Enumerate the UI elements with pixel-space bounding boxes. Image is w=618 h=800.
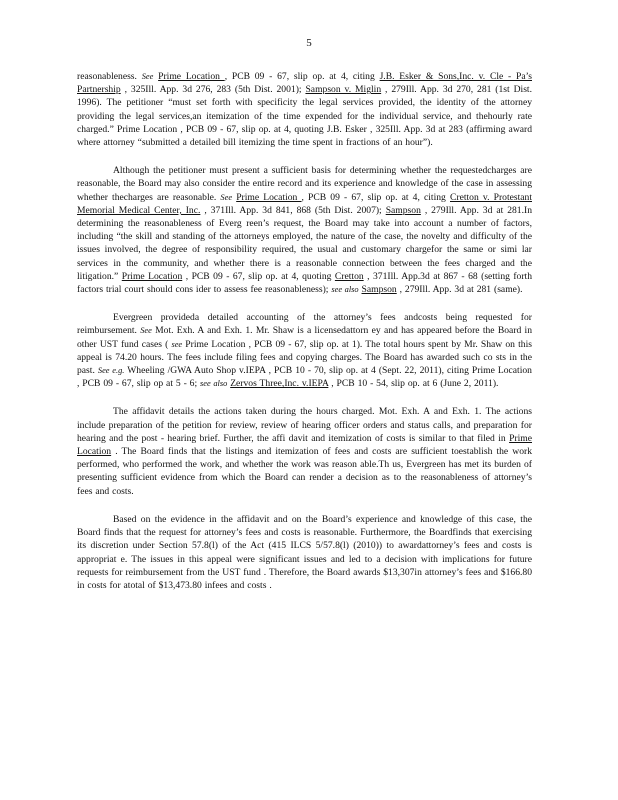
paragraph-affidavit bbox=[77, 405, 532, 497]
case-citation: Sampson bbox=[385, 204, 421, 216]
text-run: , 371Ill. App.3d at 867 - 68 (setting forth factors trial court should cons ider to assess fee reasonableness); bbox=[77, 270, 533, 296]
case-citation: J.B. Esker & Sons,Inc. v. Cle - Pa’s Partnership bbox=[77, 71, 532, 96]
signal-word: See bbox=[220, 192, 233, 202]
text-run: . The Board finds that the listings and itemization of fees and costs are sufficient toestablish the work performed, who performed the work, and whether the work was reason able.Th us, Evergreen has met its burden of presenting sufficient evidence from which the Board can render a decision as to the reasonableness of attorney’s fees and costs. bbox=[77, 446, 532, 497]
case-citation: Prime Location bbox=[77, 432, 532, 458]
case-citation: Sampson v. Miglin bbox=[305, 84, 382, 96]
signal-word: See bbox=[140, 326, 152, 336]
signal-word: see also bbox=[200, 379, 228, 389]
signal-word: See e.g. bbox=[97, 366, 125, 376]
text-run: , 279Ill. App. 3d at 281.In determining the reasonableness of Everg reen’s request, the Board may take into account a number of factors, including “the skill and standing of the attorneys employed, the nature of the case, the novelty and difficulty of the issues involved, the degree of responsibility required, the usual and customary chargefor the same or simi lar services in the community, and whether there is a reasonable connection between the fees charged and the litigation.” bbox=[77, 204, 532, 282]
text-run: Evergreen provideda detailed accounting of the attorney’s fees andcosts being requested for reimbursement. bbox=[77, 312, 532, 337]
text-run: , PCB 09 - 67, slip op. at 4, citing bbox=[301, 191, 450, 203]
case-citation: Cretton bbox=[334, 270, 364, 282]
text-run: Mot. Exh. A and Exh. 1. Mr. Shaw is a licensedattorn ey and has appeared before the Board in other UST fund cases ( bbox=[77, 325, 533, 350]
text-run: Wheeling /GWA Auto Shop v.IEPA , PCB 10 - 70, slip op. at 4 (Sept. 22, 2011), citing Prime Location , PCB 09 - 67, slip op at 5 - 6; bbox=[77, 365, 532, 390]
paragraph-citations bbox=[77, 70, 532, 149]
paragraph-evergreen-accounting bbox=[77, 311, 532, 390]
text-run: , 325Ill. App. 3d 276, 283 (5th Dist. 2001); bbox=[120, 84, 306, 96]
page-number: 5 bbox=[306, 37, 312, 49]
text-run: , PCB 09 - 67, slip op. at 4, quoting bbox=[182, 270, 335, 282]
case-citation: Prime Location bbox=[121, 270, 183, 282]
paragraph-reasonableness-factors bbox=[77, 164, 532, 296]
text-run: , PCB 09 - 67, slip op. at 4, citing bbox=[224, 71, 380, 82]
text-run: Prime Location , PCB 09 - 67, slip op. at 1). The total hours spent by Mr. Shaw on this appeal is 74.20 hours. The fees include filing fees and copying charges. The Board has awarded such co sts in the past. bbox=[77, 338, 532, 377]
signal-word: See bbox=[141, 72, 154, 81]
text-run: , 279Ill. App. 3d 270, 281 (1st Dist. 1996). The petitioner “must set forth with specificity the legal services provided, the identity of the attorney providing the legal services,an itemization of the time expended for the individual service, and thehourly rate charged.” Prime Location , PCB 09 - 67, slip op. at 4, quoting J.B. Esker , 325Ill. App. 3d at 283 (affirming award where attorney “submitted a detailed bill itemizing the time spent in fractions of an hour”). bbox=[77, 84, 532, 149]
case-citation: Prime Location bbox=[158, 71, 225, 82]
text-run: Although the petitioner must present a sufficient basis for determining whether the requestedcharges are reasonable, the Board may also consider the entire record and its experience and knowledge of the case in assessing whether thecharges are reasonable. bbox=[77, 165, 532, 203]
document-body bbox=[77, 70, 532, 607]
paragraph-award bbox=[77, 513, 532, 592]
case-citation: Sampson bbox=[361, 284, 397, 296]
text-run: Based on the evidence in the affidavit and on the Board’s experience and knowledge of this case, the Board finds that the request for attorney’s fees and costs is reasonable. Furthermore, the Boardfinds that exercising its discretion under Section 57.8(l) of the Act (415 ILCS 5/57.8(l) (2010)) to awardattorney’s fees and costs is appropriat e. The issues in this appeal were significant issues and led to a decision with implications for future requests for reimbursement from the UST fund . Therefore, the Board awards $13,307in attorney’s fees and $166.80 in costs for atotal of $13,473.80 infees and costs . bbox=[77, 513, 532, 591]
text-run: The affidavit details the actions taken during the hours charged. Mot. Exh. A and Exh. 1. The actions include preparation of the petition for review, review of hearing officer orders and status calls, and preparation for hearing and the post - hearing brief. Further, the affi davit and itemization of costs is similar to that filed in bbox=[77, 406, 532, 444]
case-citation: Cretton v. Protestant Memorial Medical Center, Inc. bbox=[77, 191, 532, 216]
text-run: , PCB 10 - 54, slip op. at 6 (June 2, 2011). bbox=[328, 378, 499, 390]
case-citation: Zervos Three,Inc. v.IEPA bbox=[230, 378, 329, 390]
text-run: , 279Ill. App. 3d at 281 (same). bbox=[396, 284, 523, 296]
signal-word: see bbox=[171, 339, 183, 349]
signal-word: see also bbox=[331, 285, 359, 295]
case-citation: Prime Location bbox=[236, 191, 302, 203]
text-run: , 371Ill. App. 3d 841, 868 (5th Dist. 2007); bbox=[200, 204, 386, 216]
text-run: reasonableness. bbox=[77, 71, 142, 82]
